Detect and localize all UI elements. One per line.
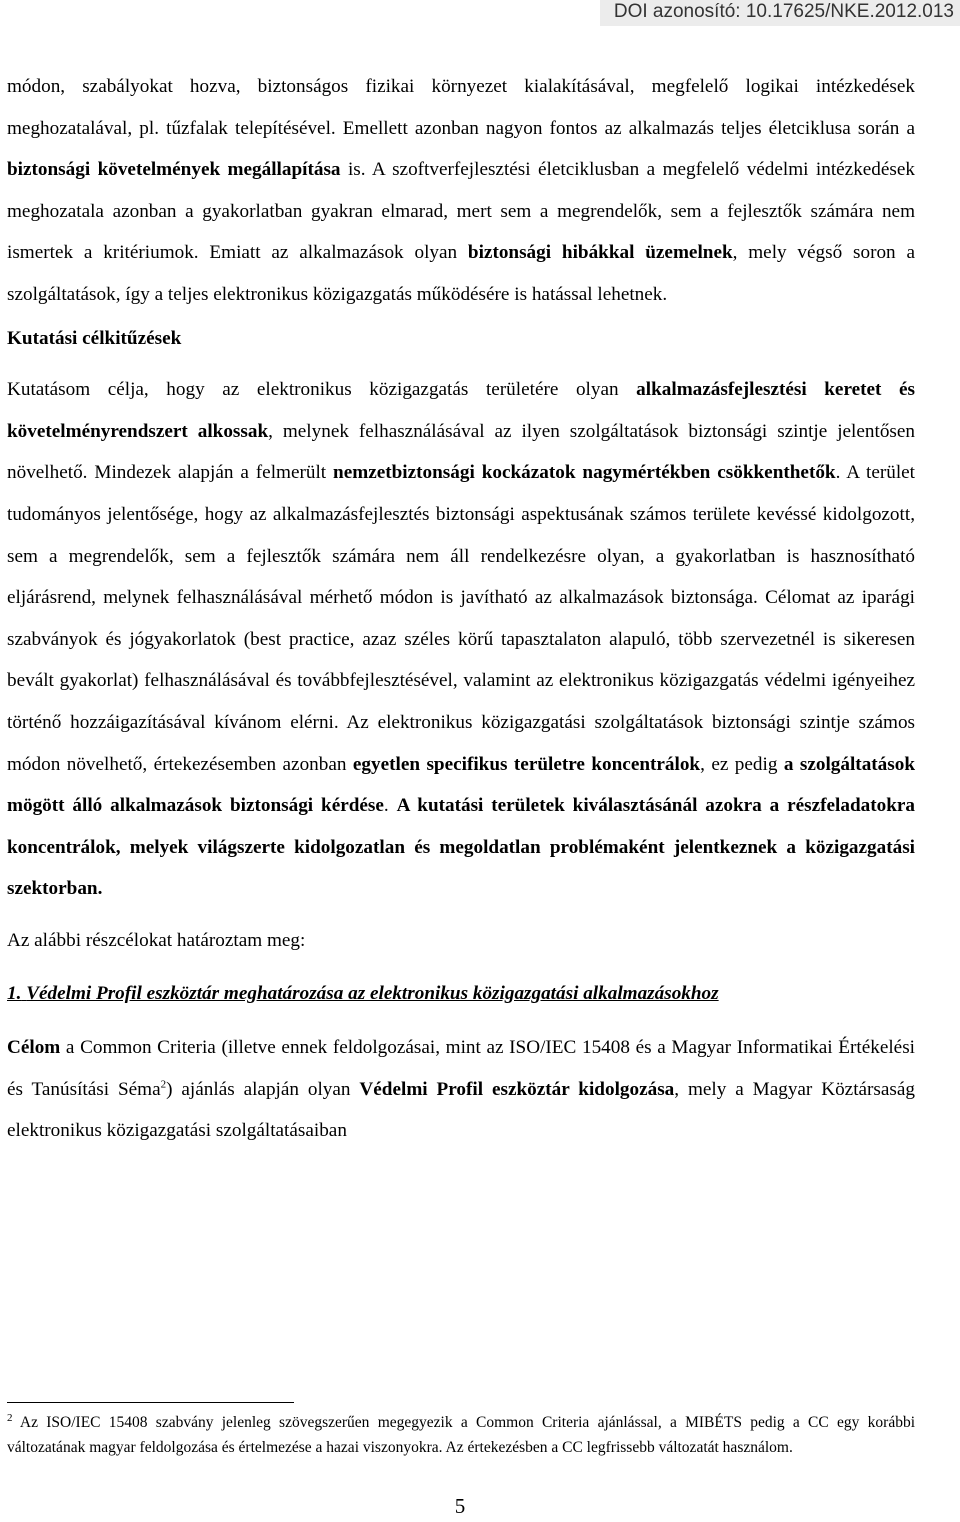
bold-run: alkalmazásfejlesztési keretet és követelményrendszert alkossak bbox=[7, 379, 915, 442]
text-run: ) ajánlás alapján olyan bbox=[166, 1078, 360, 1100]
paragraph-goal-description bbox=[7, 1027, 915, 1152]
text-run: , melynek felhasználásával az ilyen szolgáltatások biztonsági szintje jelentősen növelhető. Mindezek alapján a felmerült bbox=[7, 420, 916, 484]
text-run: módon, szabályokat hozva, biztonságos fizikai környezet kialakításával, megfelelő logikai intézkedések meghozatalával, pl. tűzfalak telepítésével. Emellett azonban nagyon fontos az alkalmazás teljes életciklusa során a bbox=[7, 76, 915, 139]
footnote-divider bbox=[7, 1402, 294, 1403]
footnote-number: 2 bbox=[7, 1411, 13, 1424]
text-run: . A terület tudományos jelentősége, hogy az alkalmazásfejlesztés biztonsági aspektusának számos területe kevéssé kidolgozott, sem a megrendelők, sem a fejlesztők számára nem áll rendelkezésre olyan, a gyakorlatban is hasznosítható eljárásrend, melynek felhasználásával mérhető módon is javítható az alkalmazások biztonsága. Célomat az iparági szabványok és jógyakorlatok (best practice, azaz széles körű tapasztalaton alapuló, több szervezetnél is sikeresen bevált gyakorlat) felhasználásával és továbbfejlesztésével, valamint az elektronikus közigazgatás védelmi igényeihez történő hozzáigazításával kívánom elérni. Az elektronikus közigazgatási szolgáltatások biztonsági szintje számos módon növelhető, értekezésemben azonban bbox=[7, 462, 915, 775]
list-item-number: 1. bbox=[7, 983, 22, 1005]
bold-run: biztonsági hibákkal üzemelnek bbox=[467, 242, 733, 264]
text-run: . bbox=[383, 795, 397, 817]
text-run: , mely a Magyar Köztársaság elektronikus közigazgatási szolgáltatásaiban bbox=[7, 1078, 915, 1142]
list-item-title: Védelmi Profil eszköztár meghatározása az elektronikus közigazgatási alkalmazásokhoz bbox=[26, 983, 719, 1005]
bold-run: Célom bbox=[7, 1037, 61, 1059]
text-run: , mely végső soron a szolgáltatások, így a teljes elektronikus közigazgatás működésére is hatással lehetnek. bbox=[7, 242, 915, 305]
bold-run: A kutatási területek kiválasztásánál azokra a részfeladatokra koncentrálok, melyek világszerte kidolgozatlan és megoldatlan problémaként jelentkeznek a közigazgatási szektorban. bbox=[7, 795, 916, 900]
section-heading: Kutatási célkitűzések bbox=[7, 327, 182, 349]
bold-run: nemzetbiztonsági kockázatok nagymértékben csökkenthetők bbox=[333, 462, 836, 484]
text-run: , ez pedig bbox=[700, 753, 784, 775]
text-run: Kutatásom célja, hogy az elektronikus közigazgatás területére olyan bbox=[7, 379, 637, 401]
text-run: a Common Criteria (illetve ennek feldolgozásai, mint az ISO/IEC 15408 és a Magyar Informatikai Értékelési és Tanúsítási Séma bbox=[7, 1037, 915, 1100]
bold-run: Védelmi Profil eszköztár kidolgozása bbox=[359, 1078, 675, 1100]
footnote bbox=[7, 1410, 915, 1460]
paragraph-intro bbox=[7, 66, 915, 316]
bold-run: biztonsági követelmények megállapítása bbox=[7, 159, 341, 181]
bold-run: a szolgáltatások mögött álló alkalmazások biztonsági kérdése bbox=[7, 753, 916, 817]
footnote-ref[interactable]: 2 bbox=[160, 1078, 167, 1091]
page-number: 5 bbox=[454, 1494, 466, 1518]
doi-label: DOI azonosító: 10.17625/NKE.2012.013 bbox=[600, 0, 960, 26]
list-item-heading bbox=[7, 973, 915, 1015]
text-run: is. A szoftverfejlesztési életciklusban a megfelelő védelmi intézkedések meghozatala azonban a gyakorlatban gyakran elmarad, mert sem a megrendelők, sem a fejlesztők számára nem ismertek a kritériumok. Emiatt az alkalmazások olyan bbox=[7, 159, 915, 264]
bold-run: egyetlen specifikus területre koncentrálok bbox=[352, 753, 701, 775]
paragraph-subgoals-intro: Az alábbi részcélokat határoztam meg: bbox=[7, 929, 306, 951]
footnote-text: Az ISO/IEC 15408 szabvány jelenleg szövegszerűen megegyezik a Common Criteria ajánlással, a MIBÉTS pedig a CC egy korábbi változatának magyar feldolgozása és értelmezése a hazai viszonyokra. Az értekezésben a CC legfrissebb változatát használom. bbox=[7, 1414, 915, 1456]
page-body bbox=[7, 66, 915, 1152]
paragraph-research-goals bbox=[7, 369, 915, 910]
